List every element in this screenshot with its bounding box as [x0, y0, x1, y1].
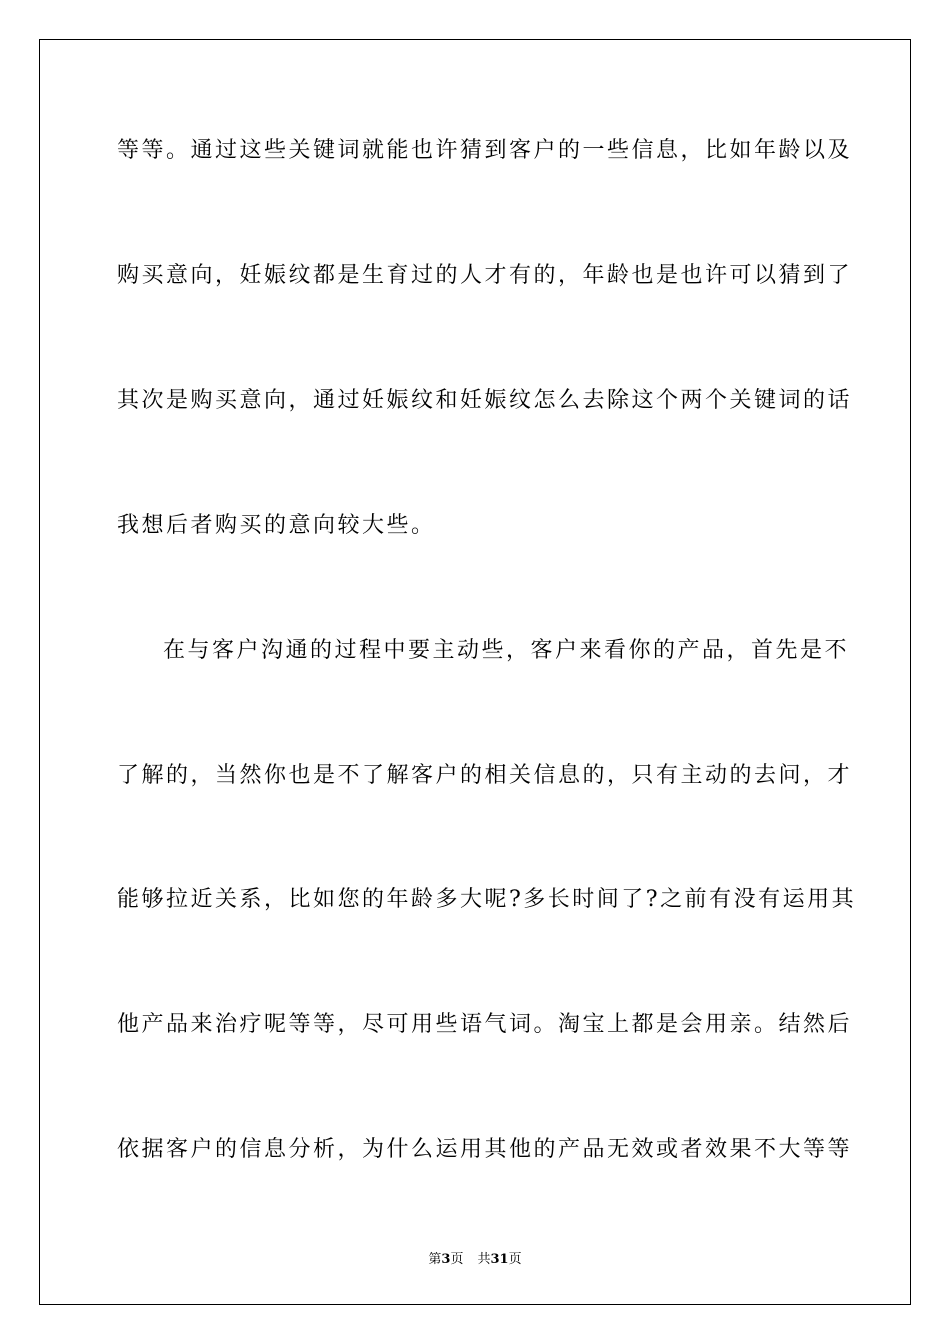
footer-page-suffix: 页: [450, 1252, 464, 1267]
paragraph-line: 其次是购买意向，通过妊娠纹和妊娠纹怎么去除这个两个关键词的话: [117, 388, 853, 413]
page-border: [39, 39, 911, 1305]
paragraph-line: 购买意向，妊娠纹都是生育过的人才有的，年龄也是也许可以猜到了: [117, 263, 853, 288]
footer-total-suffix: 页: [508, 1252, 522, 1267]
footer-page-prefix: 第: [428, 1252, 442, 1267]
paragraph-line: 在与客户沟通的过程中要主动些，客户来看你的产品，首先是不: [163, 638, 850, 663]
footer-total-prefix: 共: [477, 1252, 491, 1267]
footer-page-number: 3: [441, 1252, 451, 1267]
paragraph-line: 能够拉近关系，比如您的年龄多大呢?多长时间了?之前有没有运用其: [117, 887, 857, 912]
paragraph-line: 我想后者购买的意向较大些。: [117, 513, 436, 538]
paragraph-line: 了解的，当然你也是不了解客户的相关信息的，只有主动的去问，才: [117, 763, 853, 788]
footer-total-pages: 31: [490, 1252, 509, 1267]
paragraph-line: 他产品来治疗呢等等，尽可用些语气词。淘宝上都是会用亲。结然后: [117, 1012, 853, 1037]
paragraph-line: 依据客户的信息分析，为什么运用其他的产品无效或者效果不大等等: [117, 1137, 853, 1162]
page-footer: [0, 1248, 950, 1267]
paragraph-line: 等等。通过这些关键词就能也许猜到客户的一些信息，比如年龄以及: [117, 138, 853, 163]
